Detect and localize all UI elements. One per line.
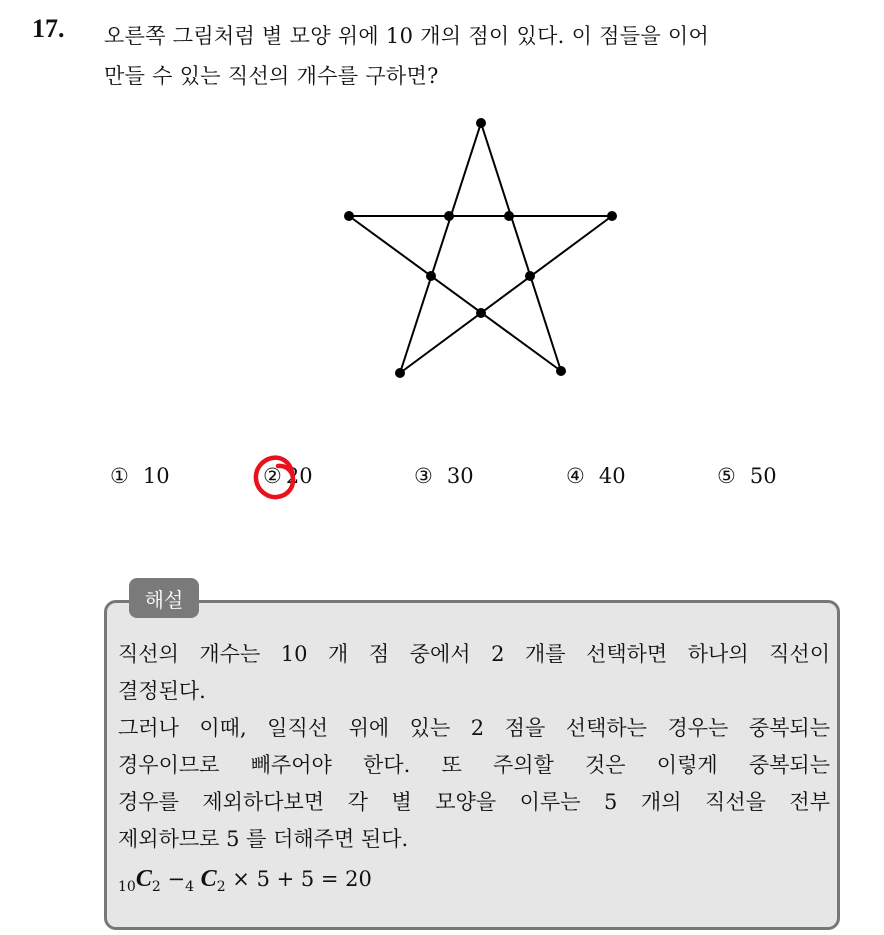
choice-value: 50 bbox=[749, 464, 777, 488]
choice-value: 30 bbox=[446, 464, 474, 488]
solution-line-5: 경우를 제외하다보면 각 별 모양을 이루는 5 개의 직선을 전부 bbox=[118, 790, 830, 814]
question-line-1: 오른쪽 그림처럼 별 모양 위에 10 개의 점이 있다. 이 점들을 이어 bbox=[104, 24, 710, 48]
choice-mark: ① bbox=[110, 464, 129, 488]
choice-mark: ⑤ bbox=[717, 464, 736, 488]
solution-label: 해설 bbox=[129, 578, 199, 618]
choice-mark: ② bbox=[263, 464, 282, 488]
formula-sub-4: 4 bbox=[185, 879, 194, 896]
formula-c-2: C bbox=[200, 866, 217, 892]
solution-line-3: 그러나 이때, 일직선 위에 있는 2 점을 선택하는 경우는 중복되는 bbox=[118, 716, 830, 740]
formula-rest: × 5 + 5 = 20 bbox=[232, 867, 372, 891]
choice-value: 40 bbox=[598, 464, 626, 488]
solution-line-4: 경우이므로 빼주어야 한다. 또 주의할 것은 이렇게 중복되는 bbox=[118, 753, 830, 777]
formula-sub-2a: 2 bbox=[151, 879, 161, 896]
solution-line-2: 결정된다. bbox=[118, 679, 206, 703]
selection-circle-stroke bbox=[256, 458, 293, 497]
formula-sub-2b: 2 bbox=[216, 879, 226, 896]
question-line-2: 만들 수 있는 직선의 개수를 구하면? bbox=[104, 64, 439, 88]
solution-text bbox=[118, 636, 830, 858]
formula-minus: − bbox=[167, 867, 186, 891]
solution-line-1: 직선의 개수는 10 개 점 중에서 2 개를 선택하면 하나의 직선이 bbox=[118, 642, 830, 666]
choice-mark: ④ bbox=[566, 464, 585, 488]
choice-value: 10 bbox=[142, 464, 170, 488]
choice-value: 20 bbox=[285, 464, 313, 488]
formula-sub-10: 10 bbox=[118, 879, 136, 896]
choice-mark: ③ bbox=[414, 464, 433, 488]
solution-line-6: 제외하므로 5 를 더해주면 된다. bbox=[118, 827, 409, 851]
formula-c-1: C bbox=[135, 866, 152, 892]
question-number: 17. bbox=[32, 14, 65, 43]
solution-formula bbox=[118, 866, 372, 895]
